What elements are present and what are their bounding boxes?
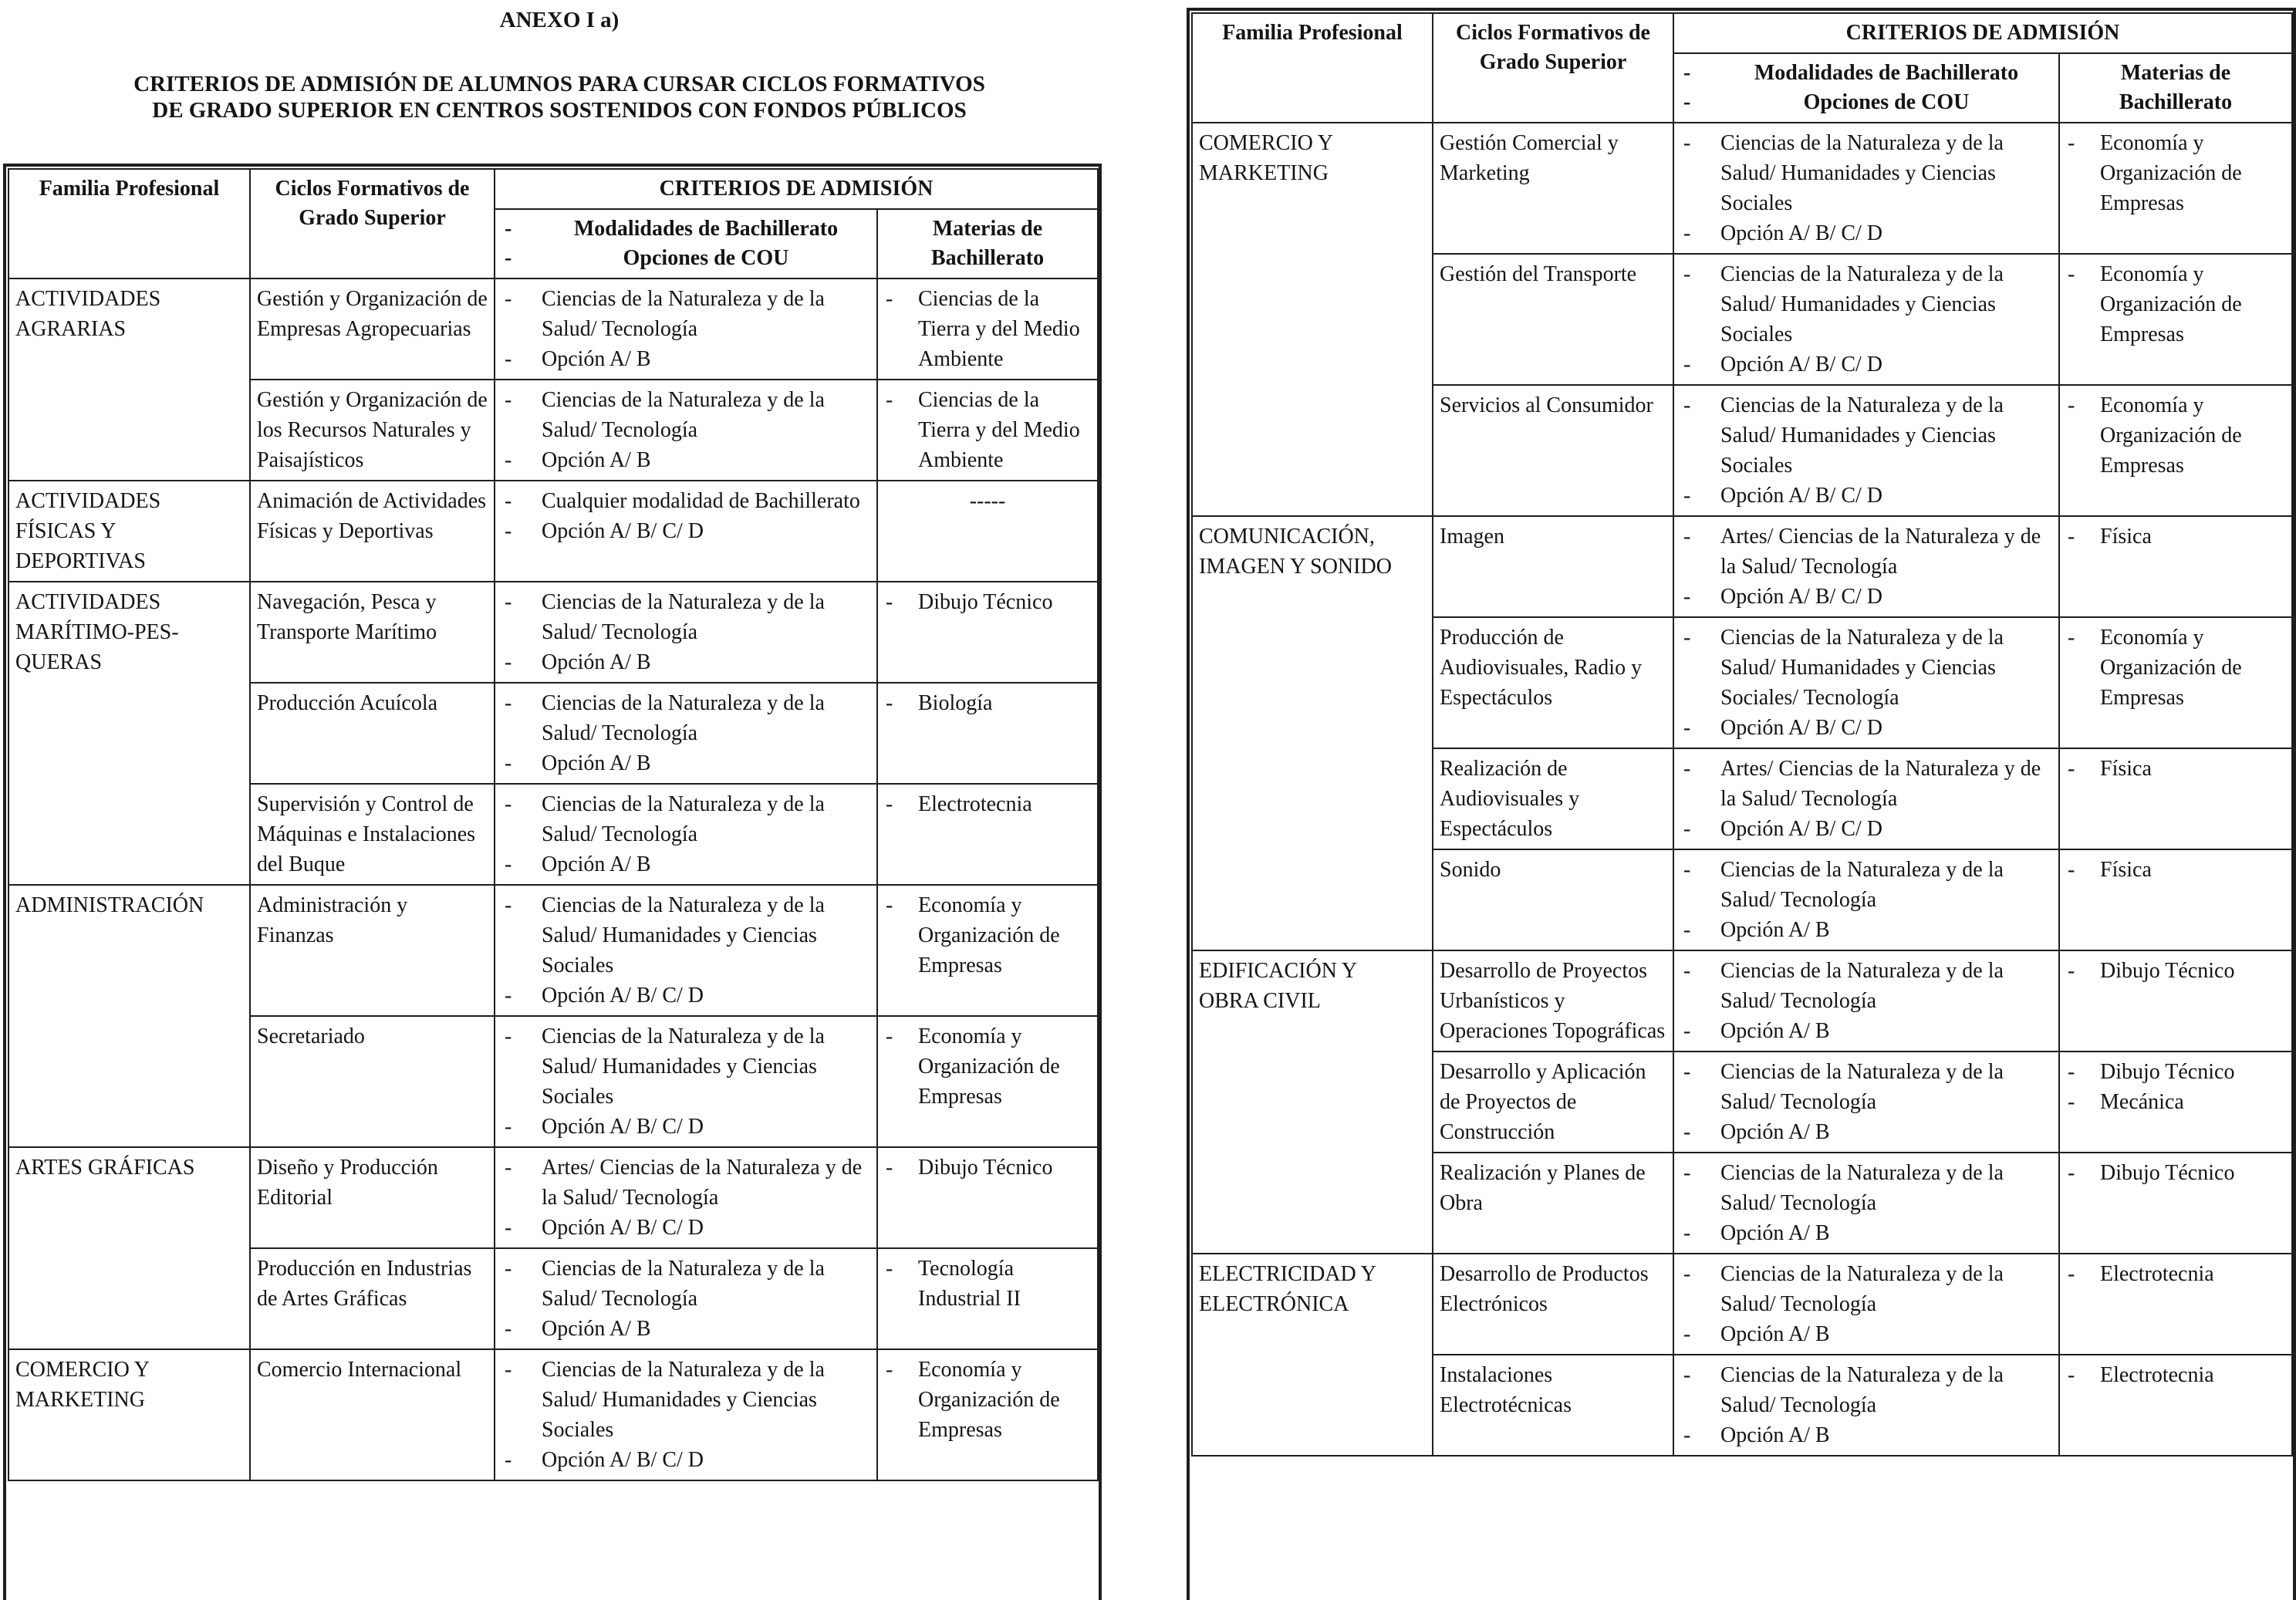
materia-item: - Dibujo Técnico — [2066, 1158, 2285, 1188]
table-row — [1192, 123, 2292, 254]
materia-item: - Electrotecnia — [2066, 1259, 2285, 1289]
modalidades-cell — [1673, 254, 2059, 385]
ciclo-cell — [1433, 950, 1673, 1051]
modalidad-item: - Artes/ Ciencias de la Naturaleza y de la Salud/ Tecnología — [501, 1153, 870, 1213]
modalidades-cell — [495, 481, 877, 582]
ciclo-cell — [1433, 1051, 1673, 1153]
materias-cell — [2059, 385, 2292, 516]
ciclo-cell — [1433, 123, 1673, 254]
modalidad-item: - Opción A/ B — [501, 445, 870, 475]
modalidades-cell — [495, 582, 877, 683]
materia-item: - Física — [2066, 855, 2285, 885]
table-row — [8, 278, 1098, 380]
modalidad-item: - Opción A/ B/ C/ D — [1680, 713, 2052, 743]
ciclo-name: Desarrollo de Productos Electrónicos — [1440, 1262, 1649, 1316]
ciclo-cell — [250, 582, 495, 683]
familia-cell — [1192, 1254, 1433, 1456]
modalidad-item: - Ciencias de la Naturaleza y de la Salud/ Humanidades y Ciencias Sociales — [1680, 390, 2052, 481]
table-row — [1192, 1254, 2292, 1355]
header-modalidades-line: - Modalidades de Bachillerato — [1680, 59, 2052, 88]
modalidad-item: - Opción A/ B/ C/ D — [1680, 814, 2052, 844]
header-modalidades — [495, 209, 877, 278]
materias-cell — [2059, 254, 2292, 385]
materias-cell — [877, 582, 1098, 683]
ciclo-name: Diseño y Producción Editorial — [257, 1156, 438, 1210]
modalidad-item: - Opción A/ B — [1680, 915, 2052, 945]
modalidad-item: - Opción A/ B — [1680, 1420, 2052, 1450]
materias-cell — [2059, 849, 2292, 950]
ciclo-name: Comercio Internacional — [257, 1358, 462, 1382]
modalidad-item: - Opción A/ B/ C/ D — [501, 981, 870, 1011]
familia-name-line: MARKETING — [1199, 161, 1329, 185]
modalidad-item: - Ciencias de la Naturaleza y de la Salud/ Tecnología — [501, 1254, 870, 1314]
modalidades-cell — [1673, 385, 2059, 516]
modalidad-item: - Ciencias de la Naturaleza y de la Salud/ Humanidades y Ciencias Sociales — [1680, 259, 2052, 349]
modalidad-item: - Ciencias de la Naturaleza y de la Salud/ Tecnología — [501, 284, 870, 344]
ciclo-cell — [1433, 849, 1673, 950]
header-familia: Familia Profesional — [8, 169, 250, 278]
modalidades-cell — [1673, 617, 2059, 748]
familia-cell — [1192, 950, 1433, 1254]
modalidad-item: - Ciencias de la Naturaleza y de la Salud/ Tecnología — [1680, 1259, 2052, 1319]
modalidad-item: - Opción A/ B — [501, 344, 870, 374]
modalidad-item: - Ciencias de la Naturaleza y de la Salud/ Tecnología — [1680, 1360, 2052, 1420]
materias-cell — [877, 1147, 1098, 1248]
table-row — [8, 481, 1098, 582]
materias-cell — [877, 1248, 1098, 1349]
header-ciclos: Ciclos Formativos de Grado Superior — [1433, 13, 1673, 123]
materias-cell — [877, 481, 1098, 582]
modalidad-item: - Opción A/ B — [501, 647, 870, 677]
materia-item: - Economía y Organización de Empresas — [884, 1355, 1091, 1445]
ciclo-cell — [1433, 748, 1673, 849]
materia-item: - Economía y Organización de Empresas — [2066, 390, 2285, 481]
ciclo-cell — [250, 1248, 495, 1349]
modalidades-cell — [495, 1248, 877, 1349]
materia-item: - Electrotecnia — [2066, 1360, 2285, 1390]
materias-none: ----- — [969, 489, 1006, 513]
ciclo-name: Desarrollo de Proyectos Urbanísticos y Operaciones Topográficas — [1440, 959, 1666, 1043]
materias-cell — [2059, 123, 2292, 254]
materia-item: - Economía y Organización de Empresas — [884, 1021, 1091, 1112]
ciclo-name: Realización de Audiovisuales y Espectáculos — [1440, 757, 1580, 841]
materia-item: - Ciencias de la Tierra y del Medio Ambiente — [884, 385, 1091, 475]
header-materias: Materias de Bachillerato — [2059, 53, 2292, 123]
materia-item: - Dibujo Técnico — [2066, 1057, 2285, 1087]
materia-item: - Dibujo Técnico — [884, 1153, 1091, 1183]
materia-item: - Economía y Organización de Empresas — [2066, 623, 2285, 713]
ciclo-cell — [250, 683, 495, 784]
modalidad-item: - Ciencias de la Naturaleza y de la Salud/ Tecnología — [501, 688, 870, 748]
ciclo-cell — [1433, 254, 1673, 385]
materias-cell — [877, 683, 1098, 784]
modalidad-item: - Ciencias de la Naturaleza y de la Salud/ Tecnología — [1680, 956, 2052, 1016]
materias-cell — [877, 1016, 1098, 1147]
familia-name-line: COMERCIO Y — [1199, 131, 1333, 155]
modalidades-cell — [495, 278, 877, 380]
materias-cell — [2059, 516, 2292, 617]
familia-cell — [1192, 516, 1433, 950]
familia-name-line: OBRA CIVIL — [1199, 989, 1321, 1013]
modalidades-cell — [1673, 950, 2059, 1051]
familia-name-line: MARKETING — [15, 1388, 145, 1412]
table-row — [8, 1147, 1098, 1248]
ciclo-cell — [250, 1147, 495, 1248]
materias-cell — [2059, 1051, 2292, 1153]
familia-name-line: COMUNICACIÓN, — [1199, 525, 1375, 549]
materias-cell — [877, 278, 1098, 380]
header-ciclos: Ciclos Formativos de Grado Superior — [250, 169, 495, 278]
modalidad-item: - Opción A/ B/ C/ D — [1680, 218, 2052, 248]
modalidad-item: - Opción A/ B — [501, 849, 870, 879]
ciclo-name: Instalaciones Electrotécnicas — [1440, 1363, 1572, 1417]
ciclo-name: Producción en Industrias de Artes Gráficas — [257, 1257, 472, 1311]
header-modalidades-line: - Modalidades de Bachillerato — [501, 214, 870, 244]
materia-item: - Economía y Organización de Empresas — [2066, 128, 2285, 218]
familia-name-line: ADMINISTRACIÓN — [15, 893, 204, 917]
ciclo-cell — [1433, 1355, 1673, 1456]
header-materias: Materias de Bachillerato — [877, 209, 1098, 278]
table-row — [1192, 516, 2292, 617]
ciclo-cell — [250, 1349, 495, 1480]
materias-cell — [2059, 950, 2292, 1051]
header-familia: Familia Profesional — [1192, 13, 1433, 123]
modalidad-item: - Ciencias de la Naturaleza y de la Salud/ Tecnología — [1680, 1158, 2052, 1218]
modalidades-cell — [1673, 516, 2059, 617]
materias-cell — [877, 380, 1098, 481]
materias-cell — [877, 885, 1098, 1016]
familia-name-line: ELECTRÓNICA — [1199, 1292, 1349, 1316]
familia-cell — [1192, 123, 1433, 516]
modalidades-cell — [1673, 849, 2059, 950]
modalidad-item: - Ciencias de la Naturaleza y de la Salud/ Humanidades y Ciencias Sociales/ Tecnología — [1680, 623, 2052, 713]
ciclo-name: Sonido — [1440, 858, 1501, 882]
modalidad-item: - Artes/ Ciencias de la Naturaleza y de la Salud/ Tecnología — [1680, 754, 2052, 814]
header-cou-line: - Opciones de COU — [501, 244, 870, 273]
familia-name-line: EDIFICACIÓN Y — [1199, 959, 1358, 983]
ciclo-name: Animación de Actividades Físicas y Deportivas — [257, 489, 487, 543]
materia-item: - Dibujo Técnico — [2066, 956, 2285, 986]
ciclo-cell — [250, 481, 495, 582]
modalidad-item: - Opción A/ B/ C/ D — [1680, 481, 2052, 511]
ciclo-cell — [1433, 1254, 1673, 1355]
modalidad-item: - Opción A/ B/ C/ D — [501, 1112, 870, 1142]
familia-name-line: ACTIVIDADES — [15, 489, 161, 513]
modalidad-item: - Ciencias de la Naturaleza y de la Salud/ Tecnología — [1680, 1057, 2052, 1117]
modalidad-item: - Ciencias de la Naturaleza y de la Salud/ Tecnología — [501, 789, 870, 849]
modalidad-item: - Opción A/ B/ C/ D — [501, 1445, 870, 1475]
modalidad-item: - Ciencias de la Naturaleza y de la Salud/ Humanidades y Ciencias Sociales — [501, 890, 870, 981]
table-row — [8, 885, 1098, 1016]
familia-name-line: DEPORTIVAS — [15, 549, 146, 573]
ciclo-name: Imagen — [1440, 525, 1504, 549]
familia-name-line: COMERCIO Y — [15, 1358, 150, 1382]
modalidad-item: - Ciencias de la Naturaleza y de la Salud/ Humanidades y Ciencias Sociales — [501, 1355, 870, 1445]
ciclo-name: Gestión y Organización de Empresas Agropecuarias — [257, 287, 488, 341]
modalidades-cell — [495, 784, 877, 885]
familia-cell — [8, 582, 250, 885]
materias-cell — [877, 1349, 1098, 1480]
modalidades-cell — [1673, 1051, 2059, 1153]
materias-cell — [2059, 1254, 2292, 1355]
modalidad-item: - Opción A/ B — [1680, 1117, 2052, 1147]
modalidad-item: - Cualquier modalidad de Bachillerato — [501, 486, 870, 516]
materia-item: - Física — [2066, 522, 2285, 552]
table-row — [1192, 950, 2292, 1051]
ciclo-cell — [250, 784, 495, 885]
modalidades-cell — [1673, 1355, 2059, 1456]
ciclo-cell — [250, 278, 495, 380]
materia-item: - Ciencias de la Tierra y del Medio Ambiente — [884, 284, 1091, 374]
ciclo-name: Navegación, Pesca y Transporte Marítimo — [257, 590, 437, 644]
modalidad-item: - Opción A/ B/ C/ D — [1680, 349, 2052, 380]
modalidades-cell — [495, 683, 877, 784]
ciclo-cell — [250, 380, 495, 481]
modalidad-item: - Artes/ Ciencias de la Naturaleza y de la Salud/ Tecnología — [1680, 522, 2052, 582]
modalidades-cell — [495, 885, 877, 1016]
materia-item: - Economía y Organización de Empresas — [2066, 259, 2285, 349]
ciclo-name: Secretariado — [257, 1024, 365, 1048]
ciclo-name: Desarrollo y Aplicación de Proyectos de Construcción — [1440, 1060, 1646, 1144]
admission-criteria-table-left — [8, 168, 1099, 1481]
modalidades-cell — [1673, 123, 2059, 254]
annex-label: ANEXO I a) — [499, 8, 620, 32]
header-criterios: CRITERIOS DE ADMISIÓN — [1673, 13, 2292, 53]
familia-name-line: ACTIVIDADES — [15, 287, 161, 311]
header-cou-line: - Opciones de COU — [1680, 88, 2052, 117]
ciclo-cell — [1433, 1153, 1673, 1254]
ciclo-name: Gestión del Transporte — [1440, 262, 1637, 286]
materia-item: - Dibujo Técnico — [884, 587, 1091, 617]
familia-name-line: FÍSICAS Y — [15, 519, 116, 543]
materia-item: - Economía y Organización de Empresas — [884, 890, 1091, 981]
materia-item: - Mecánica — [2066, 1087, 2285, 1117]
modalidad-item: - Ciencias de la Naturaleza y de la Salud/ Tecnología — [1680, 855, 2052, 915]
familia-name-line: IMAGEN Y SONIDO — [1199, 555, 1392, 579]
familia-cell — [8, 1349, 250, 1480]
ciclo-cell — [1433, 617, 1673, 748]
materias-cell — [2059, 1153, 2292, 1254]
ciclo-cell — [250, 1016, 495, 1147]
familia-cell — [8, 481, 250, 582]
ciclo-name: Producción de Audiovisuales, Radio y Espectáculos — [1440, 626, 1643, 710]
modalidades-cell — [1673, 748, 2059, 849]
modalidad-item: - Opción A/ B — [501, 1314, 870, 1344]
modalidad-item: - Opción A/ B/ C/ D — [501, 1213, 870, 1243]
ciclo-cell — [1433, 516, 1673, 617]
modalidad-item: - Opción A/ B — [1680, 1319, 2052, 1349]
familia-name-line: ELECTRICIDAD Y — [1199, 1262, 1376, 1286]
modalidad-item: - Opción A/ B — [1680, 1016, 2052, 1046]
ciclo-name: Producción Acuícola — [257, 691, 438, 715]
admission-criteria-table-right — [1191, 12, 2293, 1457]
materias-cell — [2059, 617, 2292, 748]
ciclo-name: Supervisión y Control de Máquinas e Instalaciones del Buque — [257, 792, 476, 876]
familia-name-line: ARTES GRÁFICAS — [15, 1156, 195, 1180]
modalidad-item: - Opción A/ B/ C/ D — [1680, 582, 2052, 612]
modalidades-cell — [495, 380, 877, 481]
materia-item: - Física — [2066, 754, 2285, 784]
familia-name-line: MARÍTIMO-PES- — [15, 620, 179, 644]
ciclo-name: Realización y Planes de Obra — [1440, 1161, 1646, 1215]
materia-item: - Biología — [884, 688, 1091, 718]
modalidades-cell — [495, 1147, 877, 1248]
ciclo-cell — [1433, 385, 1673, 516]
modalidad-item: - Opción A/ B/ C/ D — [501, 516, 870, 546]
materias-cell — [2059, 748, 2292, 849]
modalidades-cell — [1673, 1153, 2059, 1254]
ciclo-name: Administración y Finanzas — [257, 893, 408, 947]
modalidades-cell — [495, 1349, 877, 1480]
materias-cell — [877, 784, 1098, 885]
familia-name-line: ACTIVIDADES — [15, 590, 161, 614]
modalidad-item: - Opción A/ B — [501, 748, 870, 778]
document-title — [0, 71, 1119, 123]
ciclo-name: Gestión y Organización de los Recursos Naturales y Paisajísticos — [257, 388, 488, 472]
modalidad-item: - Ciencias de la Naturaleza y de la Salud/ Tecnología — [501, 385, 870, 445]
materias-cell — [2059, 1355, 2292, 1456]
familia-name-line: QUERAS — [15, 650, 103, 674]
familia-name-line: AGRARIAS — [15, 317, 127, 341]
modalidad-item: - Opción A/ B — [1680, 1218, 2052, 1248]
ciclo-name: Gestión Comercial y Marketing — [1440, 131, 1619, 185]
modalidades-cell — [1673, 1254, 2059, 1355]
title-line: DE GRADO SUPERIOR EN CENTROS SOSTENIDOS CON FONDOS PÚBLICOS — [152, 98, 967, 123]
header-criterios: CRITERIOS DE ADMISIÓN — [495, 169, 1098, 209]
familia-cell — [8, 1147, 250, 1349]
familia-cell — [8, 278, 250, 481]
header-modalidades — [1673, 53, 2059, 123]
modalidad-item: - Ciencias de la Naturaleza y de la Salud/ Humanidades y Ciencias Sociales — [501, 1021, 870, 1112]
table-row — [8, 1349, 1098, 1480]
ciclo-name: Servicios al Consumidor — [1440, 393, 1653, 417]
materia-item: - Tecnología Industrial II — [884, 1254, 1091, 1314]
table-row — [8, 582, 1098, 683]
materia-item: - Electrotecnia — [884, 789, 1091, 819]
title-line: CRITERIOS DE ADMISIÓN DE ALUMNOS PARA CURSAR CICLOS FORMATIVOS — [133, 72, 985, 96]
familia-cell — [8, 885, 250, 1147]
modalidad-item: - Ciencias de la Naturaleza y de la Salud/ Tecnología — [501, 587, 870, 647]
modalidad-item: - Ciencias de la Naturaleza y de la Salud/ Humanidades y Ciencias Sociales — [1680, 128, 2052, 218]
ciclo-cell — [250, 885, 495, 1016]
modalidades-cell — [495, 1016, 877, 1147]
